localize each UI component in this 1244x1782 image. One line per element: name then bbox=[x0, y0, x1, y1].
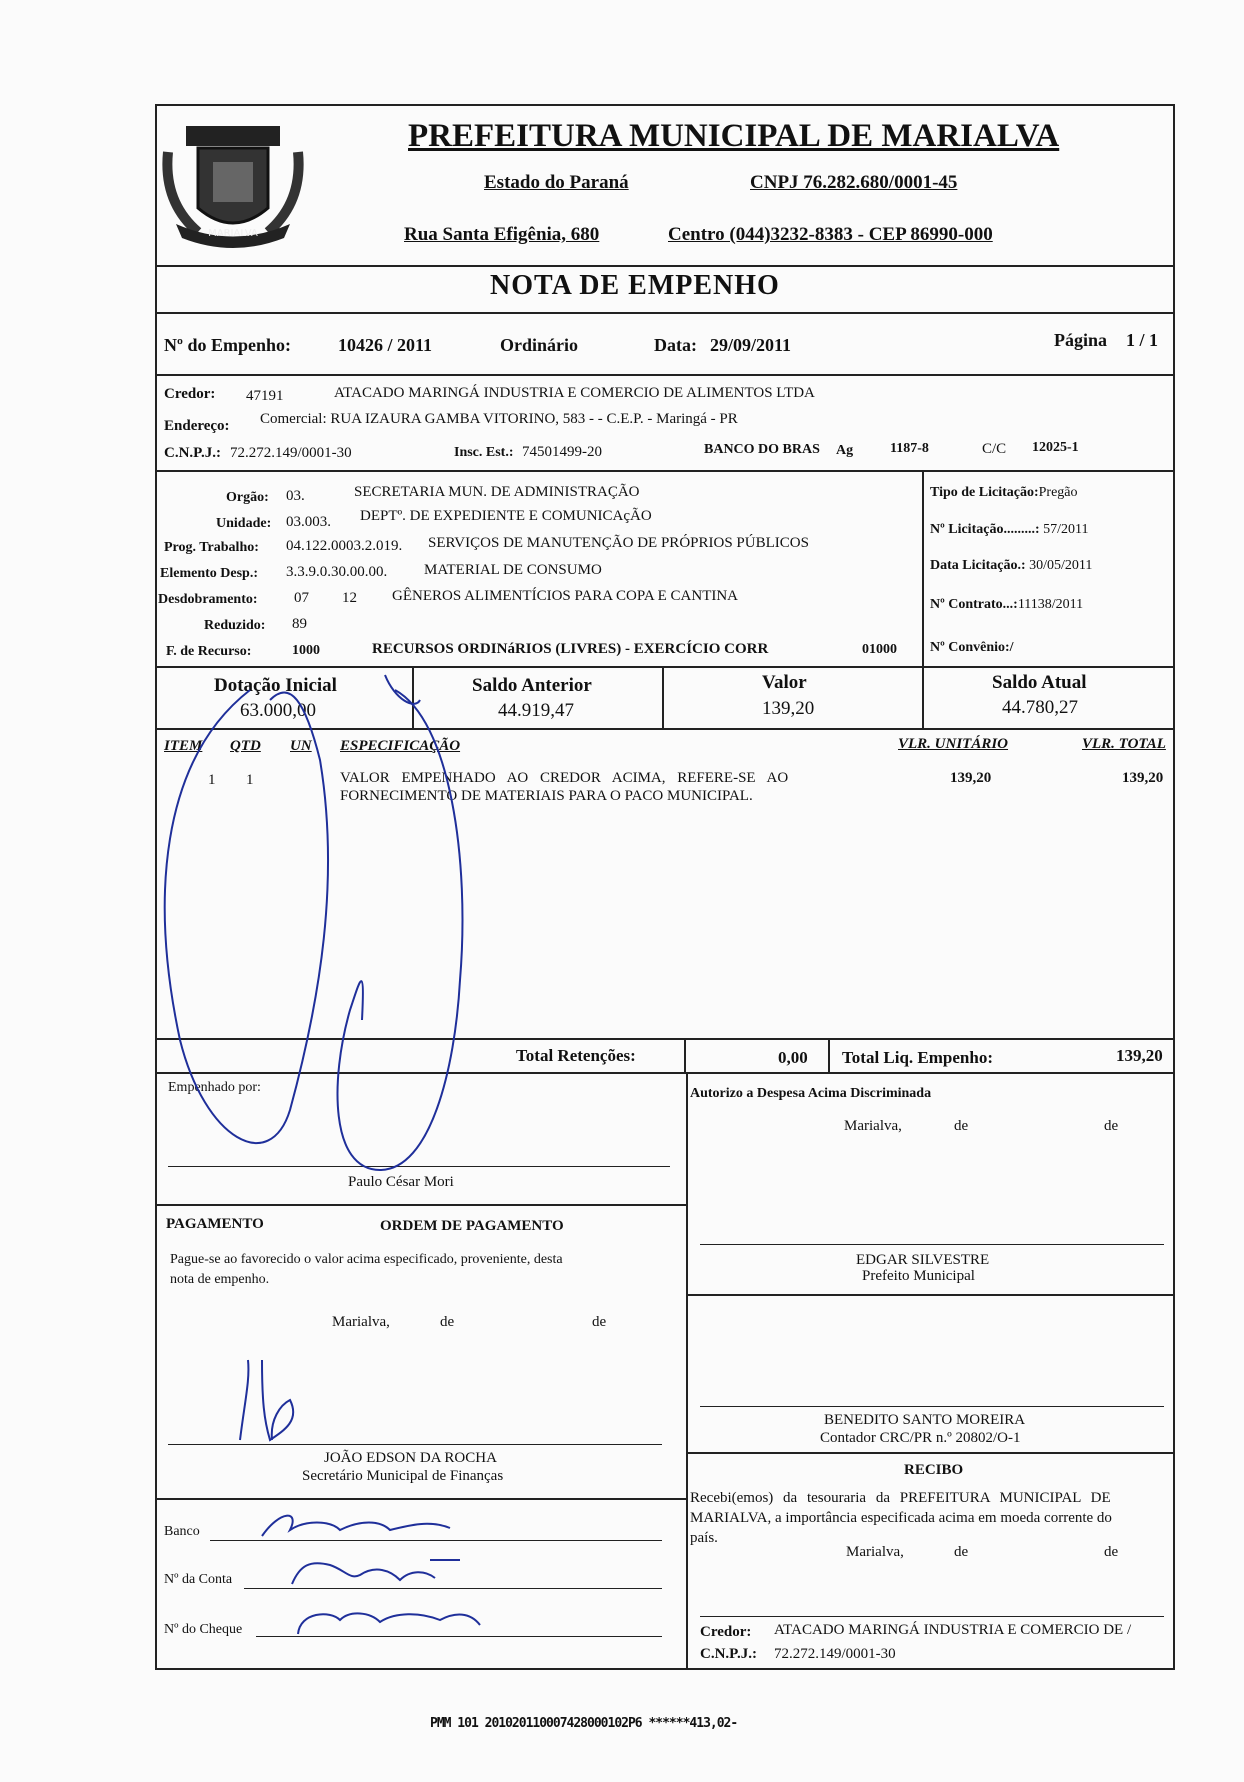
pagamento-label: PAGAMENTO bbox=[166, 1216, 264, 1232]
conta-handwriting-icon bbox=[292, 1560, 460, 1584]
svg-text:MARIALVA: MARIALVA bbox=[208, 228, 258, 239]
saldo-atual-label: Saldo Atual bbox=[992, 672, 1087, 693]
contador-title: Contador CRC/PR n.º 20802/O-1 bbox=[820, 1430, 1021, 1446]
conta-label: Nº da Conta bbox=[164, 1572, 233, 1587]
col-vlr-total: VLR. TOTAL bbox=[1082, 736, 1166, 752]
recibo-label: RECIBO bbox=[904, 1462, 964, 1478]
recibo-text-line2: MARIALVA, a importância especificada acima em moeda corrente do bbox=[690, 1510, 1112, 1526]
licitacao-num-label: Nº Licitação.........: bbox=[930, 522, 1040, 537]
cheque-handwriting-icon bbox=[298, 1613, 480, 1634]
contrato-label: Nº Contrato...: bbox=[930, 597, 1018, 612]
banco-handwriting-icon bbox=[262, 1516, 450, 1536]
page-number: 1 / 1 bbox=[1126, 330, 1159, 350]
valor-value: 139,20 bbox=[762, 698, 815, 719]
header-contact: Centro (044)3232-8383 - CEP 86990-000 bbox=[668, 224, 993, 245]
reduzido-label: Reduzido: bbox=[204, 618, 266, 633]
liquido-label: Total Liq. Empenho: bbox=[842, 1048, 993, 1067]
secretario-signature-icon bbox=[240, 1360, 293, 1440]
elemento-name: MATERIAL DE CONSUMO bbox=[424, 562, 602, 578]
desdobramento-a: 07 bbox=[294, 590, 309, 606]
pagamento-text-line2: nota de empenho. bbox=[170, 1272, 270, 1287]
dotacao-label: Dotação Inicial bbox=[214, 675, 337, 696]
elemento-label: Elemento Desp.: bbox=[160, 566, 258, 581]
credor-code: 47191 bbox=[246, 388, 284, 404]
licitacao-data-label: Data Licitação.: bbox=[930, 558, 1026, 573]
recibo-de1: de bbox=[954, 1544, 969, 1560]
valor-label: Valor bbox=[762, 672, 807, 693]
cnpj-label: C.N.P.J.: bbox=[164, 445, 221, 461]
signature-tick-icon bbox=[385, 675, 420, 704]
recibo-local: Marialva, bbox=[846, 1544, 904, 1560]
fonte-name: RECURSOS ORDINáRIOS (LIVRES) - EXERCÍCIO CORR bbox=[372, 641, 769, 657]
credor-cnpj: 72.272.149/0001-30 bbox=[230, 445, 352, 461]
empenho-date: 29/09/2011 bbox=[710, 335, 792, 355]
secretario-title: Secretário Municipal de Finanças bbox=[302, 1468, 504, 1484]
licitacao-tipo: Pregão bbox=[1038, 485, 1078, 500]
liquido-value: 139,20 bbox=[1116, 1046, 1163, 1065]
credor-address: Comercial: RUA IZAURA GAMBA VITORINO, 583 - - C.E.P. - Maringá - PR bbox=[260, 411, 738, 427]
saldo-anterior-value: 44.919,47 bbox=[498, 700, 574, 721]
autorizo-local: Marialva, bbox=[844, 1118, 902, 1134]
empenhado-label: Empenhado por: bbox=[168, 1080, 261, 1095]
item-vlr-total: 139,20 bbox=[1122, 770, 1164, 786]
pagamento-de1: de bbox=[440, 1314, 455, 1330]
bank-name: BANCO DO BRAS bbox=[704, 442, 820, 457]
retencoes-label: Total Retenções: bbox=[516, 1046, 636, 1065]
insc-value: 74501499-20 bbox=[522, 444, 602, 460]
item-espec-line1: VALOR EMPENHADO AO CREDOR ACIMA, REFERE-SE AO bbox=[340, 770, 789, 786]
prefeito-name: EDGAR SILVESTRE bbox=[856, 1252, 990, 1268]
credor-name: ATACADO MARINGÁ INDUSTRIA E COMERCIO DE ALIMENTOS LTDA bbox=[334, 385, 815, 401]
cheque-label: Nº do Cheque bbox=[164, 1622, 243, 1637]
fonte-code: 1000 bbox=[292, 643, 320, 658]
licitacao-tipo-label: Tipo de Licitação: bbox=[930, 485, 1039, 500]
recibo-text-line3: país. bbox=[690, 1530, 718, 1546]
desdobramento-label: Desdobramento: bbox=[158, 592, 258, 607]
header-state: Estado do Paraná bbox=[484, 172, 629, 193]
insc-label: Insc. Est.: bbox=[454, 445, 514, 460]
saldo-anterior-label: Saldo Anterior bbox=[472, 675, 592, 696]
item-number: 1 bbox=[208, 772, 216, 788]
empenho-number-label: Nº do Empenho: bbox=[164, 335, 291, 355]
item-vlr-unit: 139,20 bbox=[950, 770, 992, 786]
unidade-label: Unidade: bbox=[216, 516, 272, 531]
item-espec-line2: FORNECIMENTO DE MATERIAIS PARA O PACO MUNICIPAL. bbox=[340, 788, 753, 804]
elemento-code: 3.3.9.0.30.00.00. bbox=[286, 564, 388, 580]
unidade-name: DEPTº. DE EXPEDIENTE E COMUNICAçÃO bbox=[360, 508, 652, 524]
prog-code: 04.122.0003.2.019. bbox=[286, 538, 403, 554]
cc-value: 12025-1 bbox=[1032, 440, 1079, 455]
col-qtd: QTD bbox=[230, 738, 261, 754]
fonte-label: F. de Recurso: bbox=[166, 644, 252, 659]
orgao-label: Orgão: bbox=[226, 490, 269, 505]
doc-title: NOTA DE EMPENHO bbox=[490, 270, 780, 301]
autorizo-label: Autorizo a Despesa Acima Discriminada bbox=[690, 1086, 932, 1101]
col-un: UN bbox=[290, 738, 312, 754]
pagamento-text-line1: Pague-se ao favorecido o valor acima especificado, proveniente, desta bbox=[170, 1252, 563, 1267]
endereco-label: Endereço: bbox=[164, 418, 230, 434]
orgao-code: 03. bbox=[286, 488, 305, 504]
header-cnpj: CNPJ 76.282.680/0001-45 bbox=[750, 172, 958, 193]
licitacao-num: 57/2011 bbox=[1043, 522, 1089, 537]
recibo-cnpj: 72.272.149/0001-30 bbox=[774, 1646, 896, 1662]
pagamento-de2: de bbox=[592, 1314, 607, 1330]
item-qtd: 1 bbox=[246, 772, 254, 788]
dotacao-value: 63.000,00 bbox=[240, 700, 316, 721]
footer-code: PMM 101 201020110007428000102P6 ******413,02- bbox=[430, 1716, 738, 1731]
convenio-label: Nº Convênio:/ bbox=[930, 640, 1014, 655]
recibo-credor-label: Credor: bbox=[700, 1624, 752, 1640]
cc-label: C/C bbox=[982, 441, 1007, 457]
recibo-de2: de bbox=[1104, 1544, 1119, 1560]
recibo-credor: ATACADO MARINGÁ INDUSTRIA E COMERCIO DE / bbox=[774, 1622, 1132, 1638]
recibo-cnpj-label: C.N.P.J.: bbox=[700, 1646, 757, 1662]
ordem-pagamento-label: ORDEM DE PAGAMENTO bbox=[380, 1218, 564, 1234]
reduzido-value: 89 bbox=[292, 616, 307, 632]
empenho-type: Ordinário bbox=[500, 335, 579, 355]
secretario-name: JOÃO EDSON DA ROCHA bbox=[324, 1450, 497, 1466]
credor-label: Credor: bbox=[164, 386, 216, 402]
header-address: Rua Santa Efigênia, 680 bbox=[404, 224, 600, 245]
col-espec: ESPECIFICAÇÃO bbox=[340, 738, 461, 754]
recibo-text-line1: Recebi(emos) da tesouraria da PREFEITURA MUNICIPAL DE bbox=[690, 1490, 1111, 1506]
orgao-name: SECRETARIA MUN. DE ADMINISTRAÇÃO bbox=[354, 484, 640, 500]
autorizo-de2: de bbox=[1104, 1118, 1119, 1134]
saldo-atual-value: 44.780,27 bbox=[1002, 697, 1078, 718]
fonte-number: 01000 bbox=[862, 642, 897, 657]
banco-label: Banco bbox=[164, 1524, 200, 1539]
desdobramento-name: GÊNEROS ALIMENTÍCIOS PARA COPA E CANTINA bbox=[392, 588, 739, 604]
empenhado-name: Paulo César Mori bbox=[348, 1174, 454, 1190]
ag-label: Ag bbox=[836, 443, 854, 458]
contador-name: BENEDITO SANTO MOREIRA bbox=[824, 1412, 1026, 1428]
licitacao-data: 30/05/2011 bbox=[1029, 558, 1093, 573]
autorizo-de1: de bbox=[954, 1118, 969, 1134]
contrato-value: 11138/2011 bbox=[1017, 597, 1084, 612]
pagamento-local: Marialva, bbox=[332, 1314, 390, 1330]
prog-name: SERVIÇOS DE MANUTENÇÃO DE PRÓPRIOS PÚBLICOS bbox=[428, 535, 809, 551]
desdobramento-b: 12 bbox=[342, 590, 357, 606]
signature-loop-icon bbox=[165, 690, 328, 1143]
prog-label: Prog. Trabalho: bbox=[164, 540, 259, 555]
header-title: PREFEITURA MUNICIPAL DE MARIALVA bbox=[408, 118, 1060, 154]
col-item: ITEM bbox=[164, 738, 203, 754]
unidade-code: 03.003. bbox=[286, 514, 331, 530]
empenho-number: 10426 / 2011 bbox=[338, 335, 433, 355]
col-vlr-unit: VLR. UNITÁRIO bbox=[898, 736, 1009, 752]
retencoes-value: 0,00 bbox=[778, 1048, 808, 1067]
signature-curve-icon bbox=[338, 690, 463, 1170]
ag-value: 1187-8 bbox=[890, 441, 929, 456]
empenho-date-label: Data: bbox=[654, 335, 697, 355]
prefeito-title: Prefeito Municipal bbox=[862, 1268, 975, 1284]
page-label: Página bbox=[1054, 330, 1108, 350]
